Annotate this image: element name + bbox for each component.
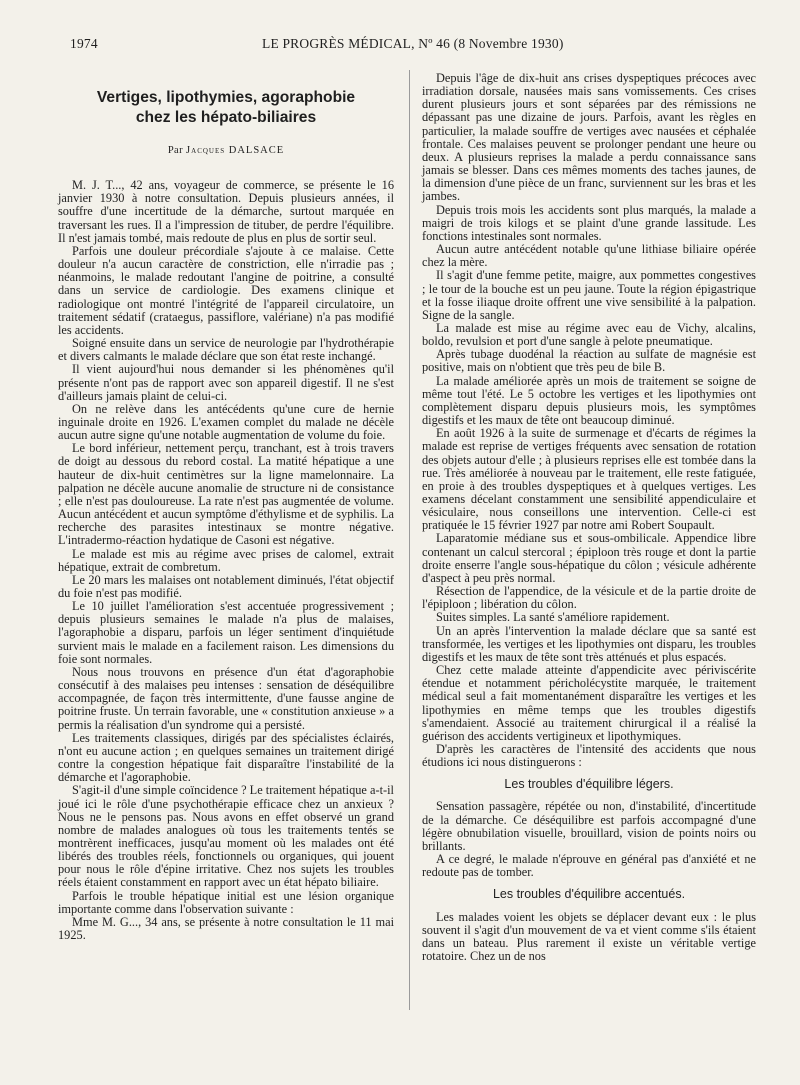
paragraph: Soigné ensuite dans un service de neurologie par l'hydrothérapie et divers calmants le malade déclare que son état reste inchangé. xyxy=(58,336,394,364)
paragraph: Les traitements classiques, dirigés par des spécialistes éclairés, n'ont eu aucune action ; en quelques semaines un traitement dirigé contre la congestion hépatique fait disparaître l'instabilité de la démarche et l'agoraphobie. xyxy=(58,730,394,785)
paragraph: Résection de l'appendice, de la vésicule et de la partie droite de l'épiploon ; libération du côlon. xyxy=(422,584,756,612)
byline xyxy=(58,144,394,157)
paragraph: Un an après l'intervention la malade déclare que sa santé est transformée, les vertiges et les lipothymies ont disparu, les troubles digestifs et les maux de tête sont très atténués et plus espacés. xyxy=(422,623,756,664)
paragraph: Nous nous trouvons en présence d'un état d'agoraphobie consécutif à des malaises peu intenses : sensation de déséquilibre accompagnée, de façon très intermittente, d'une fausse angine de poitrine fruste. Un terrain favorable, une « constitution anxieuse » a permis la réalisation d'un syndrome qui a persisté. xyxy=(58,664,394,732)
paragraph: Laparatomie médiane sus et sous-ombilicale. Appendice libre contenant un calcul stercoral ; épiploon très rouge et dont la partie droite enserre l'angle sous-hépatique du côlon ; vésicule adhérente d'aspect à peu près normal. xyxy=(422,531,756,585)
journal-title: LE PROGRÈS MÉDICAL, Nº 46 (8 Novembre 1930) xyxy=(262,36,564,51)
paragraph: Le 20 mars les malaises ont notablement diminués, l'état objectif du foie n'est pas modifié. xyxy=(58,572,394,600)
left-column xyxy=(58,74,394,942)
paragraph: Le bord inférieur, nettement perçu, tranchant, est à trois travers de doigt au dessous du rebord costal. La matité hépatique a une hauteur de dix-huit centimètres sur la ligne mamelonnaire. La palpation ne décèle aucune anomalie de structure ni de consistance ; elle n'est pas douloureuse. La rate n'est pas augmentée de volume. Aucun antécédent et aucun symptôme d'éthylisme et de syphilis. La recherche des parasites intestinaux se montre négative. L'intradermo-réaction hydatique de Casoni est négative. xyxy=(58,441,394,548)
paragraph: Les malades voient les objets se déplacer devant eux : le plus souvent il s'agit d'un mouvement de va et vient comme s'ils étaient dans un bateau. Plus rarement il existe un véritable vertige rotatoire. Chez un de nos xyxy=(422,909,756,963)
paragraph: D'après les caractères de l'intensité des accidents que nous étudions ici nous distinguerons : xyxy=(422,741,756,770)
column-divider xyxy=(409,70,410,1010)
section-heading: Les troubles d'équilibre légers. xyxy=(504,777,674,792)
paragraph: Le malade est mis au régime avec prises de calomel, extrait hépatique, extrait de combretum. xyxy=(58,546,394,574)
page-number: 1974 xyxy=(70,36,98,51)
article-title-line-2: chez les hépato-biliaires xyxy=(135,109,317,126)
paragraph: Depuis trois mois les accidents sont plus marqués, la malade a maigri de trois kilogs et se plaint d'une grande lassitude. Les fonctions intestinales sont normales. xyxy=(422,202,756,243)
paragraph: Parfois une douleur précordiale s'ajoute à ce malaise. Cette douleur n'a aucun caractère de constriction, elle n'irradie pas ; néanmoins, le malade redoutant l'angine de poitrine, a consulté dans un service de cardiologie. Des examens clinique et radiologique ont montré l'intégrité de l'appareil circulatoire, un traitement sédatif (crataegus, passiflore, valériane) n'a pas modifié les accidents. xyxy=(58,243,394,337)
paragraph: Après tubage duodénal la réaction au sulfate de magnésie est positive, mais on n'obtient que très peu de bile B. xyxy=(422,347,756,375)
paragraph: Parfois le trouble hépatique initial est une lésion organique importante comme dans l'observation suivante : xyxy=(58,888,394,916)
paragraph: S'agit-il d'une simple coïncidence ? Le traitement hépatique a-t-il joué ici le rôle d'une psychothérapie efficace chez un anxieux ? Nous ne le pensons pas. Nous avons en effet observé un grand nombre de malades analogues où tous les traitements tentés se montrèrent inefficaces, jusqu'au moment où les malades ont été libérés des troubles réels, fonctionnels ou organiques, qui jouent pour nous le rôle d'épine irritative. Chez nos sujets les troubles réels étaient constamment en rapport avec un état hépato biliaire. xyxy=(58,783,394,890)
byline-par: Par xyxy=(167,145,184,156)
running-header xyxy=(62,36,738,54)
paragraph: La malade est mise au régime avec eau de Vichy, alcalins, boldo, revulsion et port d'une sangle à pelote pneumatique. xyxy=(422,320,756,349)
paragraph: Le 10 juillet l'amélioration s'est accentuée progressivement ; depuis plusieurs semaines le malade n'a plus de malaises, l'agoraphobie a disparu, parfois un léger sentiment d'inquiétude survient mais le malade en a facilement raison. Les dimensions du foie sont normales. xyxy=(58,599,394,666)
paragraph: Sensation passagère, répétée ou non, d'instabilité, d'incertitude de la démarche. Ce déséquilibre est parfois accompagné d'une légère obnubilation visuelle, brouillard, vision de points noirs ou brillants. xyxy=(422,799,756,853)
paragraph: M. J. T..., 42 ans, voyageur de commerce, se présente le 16 janvier 1930 à notre consultation. Depuis plusieurs années, il souffre d'une incertitude de la démarche, surtout marquée en traversant les rues. Il a l'impression de tituber, de perdre l'équilibre. Il n'est jamais tombé, mais redoute de plus en plus de sortir seul. xyxy=(58,178,394,245)
paragraph: En août 1926 à la suite de surmenage et d'écarts de régimes la malade est reprise de vertiges fréquents avec sensation de rotation des objets autour d'elle ; à plusieurs reprises elle est tombée dans la rue. Très améliorée à nouveau par le traitement, elle reste fatiguée, en proie à des troubles dyspeptiques et à quelques vertiges. Les examens décelant constamment une sensibilité appendiculaire et vésiculaire, nous conseillons une intervention. Celle-ci est pratiquée le 15 février 1927 par notre ami Robert Soupault. xyxy=(422,426,756,533)
section-heading: Les troubles d'équilibre accentués. xyxy=(492,887,686,902)
paragraph: Aucun autre antécédent notable qu'une lithiase biliaire opérée chez la mère. xyxy=(422,242,756,270)
article-title xyxy=(58,88,394,128)
paragraph: A ce degré, le malade n'éprouve en général pas d'anxiété et ne redoute pas de tomber. xyxy=(422,852,756,880)
byline-author: Jacques DALSACE xyxy=(186,145,285,156)
paragraph: On ne relève dans les antécédents qu'une cure de hernie inguinale droite en 1926. L'examen complet du malade ne décèle aucun autre signe qu'une notable augmentation de volume du foie. xyxy=(58,401,394,443)
paragraph: Il vient aujourd'hui nous demander si les phénomènes qu'il présente n'ont pas de rapport avec son appareil digestif. Il ne s'est d'ailleurs jamais plaint de celui-ci. xyxy=(58,362,394,403)
paragraph: Chez cette malade atteinte d'appendicite avec périviscérite étendue et notamment péricholécystite marquée, le traitement médical seul a fait momentanément disparaître les vertiges et les lipothymies en même temps que les troubles digestifs s'amendaient. Associé au traitement chirurgical il a réalisé la guérison des accidents vertigineux et lipothymiques. xyxy=(422,663,756,743)
paragraph: Mme M. G..., 34 ans, se présente à notre consultation le 11 mai 1925. xyxy=(58,914,394,943)
paragraph: Depuis l'âge de dix-huit ans crises dyspeptiques précoces avec irradiation dorsale, nausées mais sans vomissements. Ces crises durent plusieurs jours et sont séparées par des rémissions ne dépassant pas une dizaine de jours. Parfois, avant les règles en particulier, la malade souffre de vertiges avec nausées et céphalée frontale. Ces malaises peuvent se prolonger pendant une heure ou deux. A plusieurs reprises la malade a perdu connaissance sans jamais se blesser. Dans ces mêmes moments des taches jaunes, de la dimension d'une pièce de un franc, surviennent sur les bras et les jambes. xyxy=(422,71,756,204)
paragraph: La malade améliorée après un mois de traitement se soigne de même tout l'été. Le 5 octobre les vertiges et les lipothymies ont complètement disparu depuis plusieurs mois, les symptômes digestifs et les maux de tête ont beaucoup diminué. xyxy=(422,373,756,428)
article-title-line-1: Vertiges, lipothymies, agoraphobie xyxy=(96,89,356,106)
paragraph: Il s'agit d'une femme petite, maigre, aux pommettes congestives ; le tour de la bouche est un peu jaune. Toute la région épigastrique et la fosse iliaque droite offrent une vive sensibilité à la palpation. Signe de la sangle. xyxy=(422,268,756,322)
right-column xyxy=(422,72,756,963)
paragraph: Suites simples. La santé s'améliore rapidement. xyxy=(436,610,670,625)
